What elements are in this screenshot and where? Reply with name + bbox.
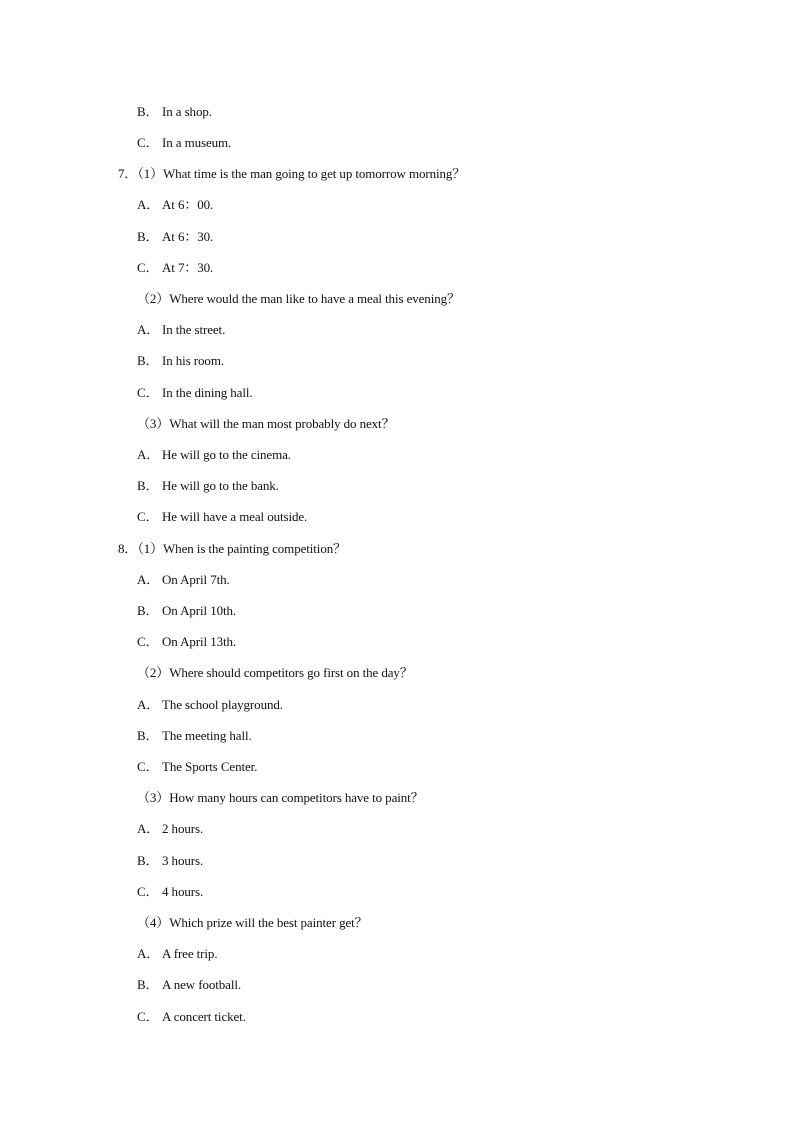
- option-text: On April 10th.: [162, 603, 237, 618]
- option-letter: C．: [137, 634, 159, 649]
- part-label: （4）: [137, 915, 170, 930]
- part-label: （1）: [137, 166, 164, 181]
- q8-part2-option-a: [137, 697, 283, 713]
- q7-part1-question: [118, 166, 465, 182]
- option-letter: A．: [137, 572, 160, 587]
- option-text: At 7：30.: [162, 260, 214, 275]
- q8-part4-question: [137, 915, 368, 931]
- option-letter: B．: [137, 229, 159, 244]
- q8-part3-question: [137, 790, 424, 806]
- question-text: Where should competitors go first on the day？: [169, 665, 413, 680]
- part-label: （3）: [137, 790, 170, 805]
- option-letter: A．: [137, 197, 160, 212]
- part-label: （2）: [137, 291, 170, 306]
- option-letter: A．: [137, 821, 160, 836]
- option-letter: B．: [137, 104, 159, 119]
- option-text: On April 7th.: [162, 572, 230, 587]
- option-text: He will go to the cinema.: [162, 447, 291, 462]
- option-letter: C．: [137, 759, 159, 774]
- q8-part1-option-b: [137, 603, 236, 619]
- option-text: In the dining hall.: [162, 385, 253, 400]
- q7-part2-option-c: [137, 385, 253, 401]
- option-letter: B．: [137, 603, 159, 618]
- q8-part1-option-a: [137, 572, 230, 588]
- q8-part3-option-b: [137, 853, 203, 869]
- q7-part2-option-b: [137, 353, 224, 369]
- q8-part1-question: [118, 541, 346, 557]
- q8-part1-option-c: [137, 634, 236, 650]
- question-text: Where would the man like to have a meal this evening？: [169, 291, 460, 306]
- q7-part2-option-a: [137, 322, 225, 338]
- option-text: A new football.: [162, 977, 242, 992]
- q8-part3-option-c: [137, 884, 203, 900]
- q8-part4-option-c: [137, 1009, 246, 1025]
- option-text: A free trip.: [162, 946, 218, 961]
- option-text: At 6：00.: [162, 197, 214, 212]
- q7-part3-option-b: [137, 478, 279, 494]
- q7-part3-question: [137, 416, 394, 432]
- q8-part4-option-b: [137, 977, 241, 993]
- option-letter: A．: [137, 946, 160, 961]
- option-letter: B．: [137, 478, 159, 493]
- option-letter: B．: [137, 728, 159, 743]
- option-letter: C．: [137, 260, 159, 275]
- option-text: 2 hours.: [162, 821, 204, 836]
- option-text: 4 hours.: [162, 884, 204, 899]
- q8-part2-option-c: [137, 759, 257, 775]
- option-letter: B．: [137, 353, 159, 368]
- option-text: In a shop.: [162, 104, 212, 119]
- q8-part4-option-a: [137, 946, 217, 962]
- option-letter: C．: [137, 385, 159, 400]
- option-text: A concert ticket.: [162, 1009, 246, 1024]
- question-number: 7．: [118, 166, 138, 181]
- option-text: The Sports Center.: [162, 759, 258, 774]
- part-label: （2）: [137, 665, 170, 680]
- part-label: （1）: [137, 541, 164, 556]
- q6-option-b: [137, 104, 212, 120]
- option-letter: B．: [137, 977, 159, 992]
- question-text: When is the painting competition？: [163, 541, 347, 556]
- q7-part1-option-c: [137, 260, 213, 276]
- option-text: The school playground.: [162, 697, 283, 712]
- q8-part2-option-b: [137, 728, 252, 744]
- q7-part1-option-b: [137, 229, 213, 245]
- option-letter: C．: [137, 135, 159, 150]
- option-letter: B．: [137, 853, 159, 868]
- q7-part3-option-a: [137, 447, 291, 463]
- option-text: He will go to the bank.: [162, 478, 279, 493]
- question-text: How many hours can competitors have to paint？: [169, 790, 424, 805]
- q7-part1-option-a: [137, 197, 213, 213]
- option-letter: C．: [137, 884, 159, 899]
- option-text: In a museum.: [162, 135, 232, 150]
- option-text: On April 13th.: [162, 634, 237, 649]
- q7-part2-question: [137, 291, 460, 307]
- option-letter: C．: [137, 1009, 159, 1024]
- question-number: 8．: [118, 541, 138, 556]
- option-letter: C．: [137, 509, 159, 524]
- part-label: （3）: [137, 416, 170, 431]
- q6-option-c: [137, 135, 231, 151]
- option-text: In his room.: [162, 353, 224, 368]
- option-letter: A．: [137, 447, 160, 462]
- option-text: 3 hours.: [162, 853, 204, 868]
- q8-part3-option-a: [137, 821, 203, 837]
- q7-part3-option-c: [137, 509, 307, 525]
- option-letter: A．: [137, 322, 160, 337]
- question-text: What time is the man going to get up tomorrow morning？: [163, 166, 466, 181]
- option-letter: A．: [137, 697, 160, 712]
- option-text: At 6：30.: [162, 229, 214, 244]
- question-text: Which prize will the best painter get？: [169, 915, 368, 930]
- option-text: The meeting hall.: [162, 728, 252, 743]
- option-text: In the street.: [162, 322, 226, 337]
- question-text: What will the man most probably do next？: [169, 416, 395, 431]
- q8-part2-question: [137, 665, 413, 681]
- option-text: He will have a meal outside.: [162, 509, 308, 524]
